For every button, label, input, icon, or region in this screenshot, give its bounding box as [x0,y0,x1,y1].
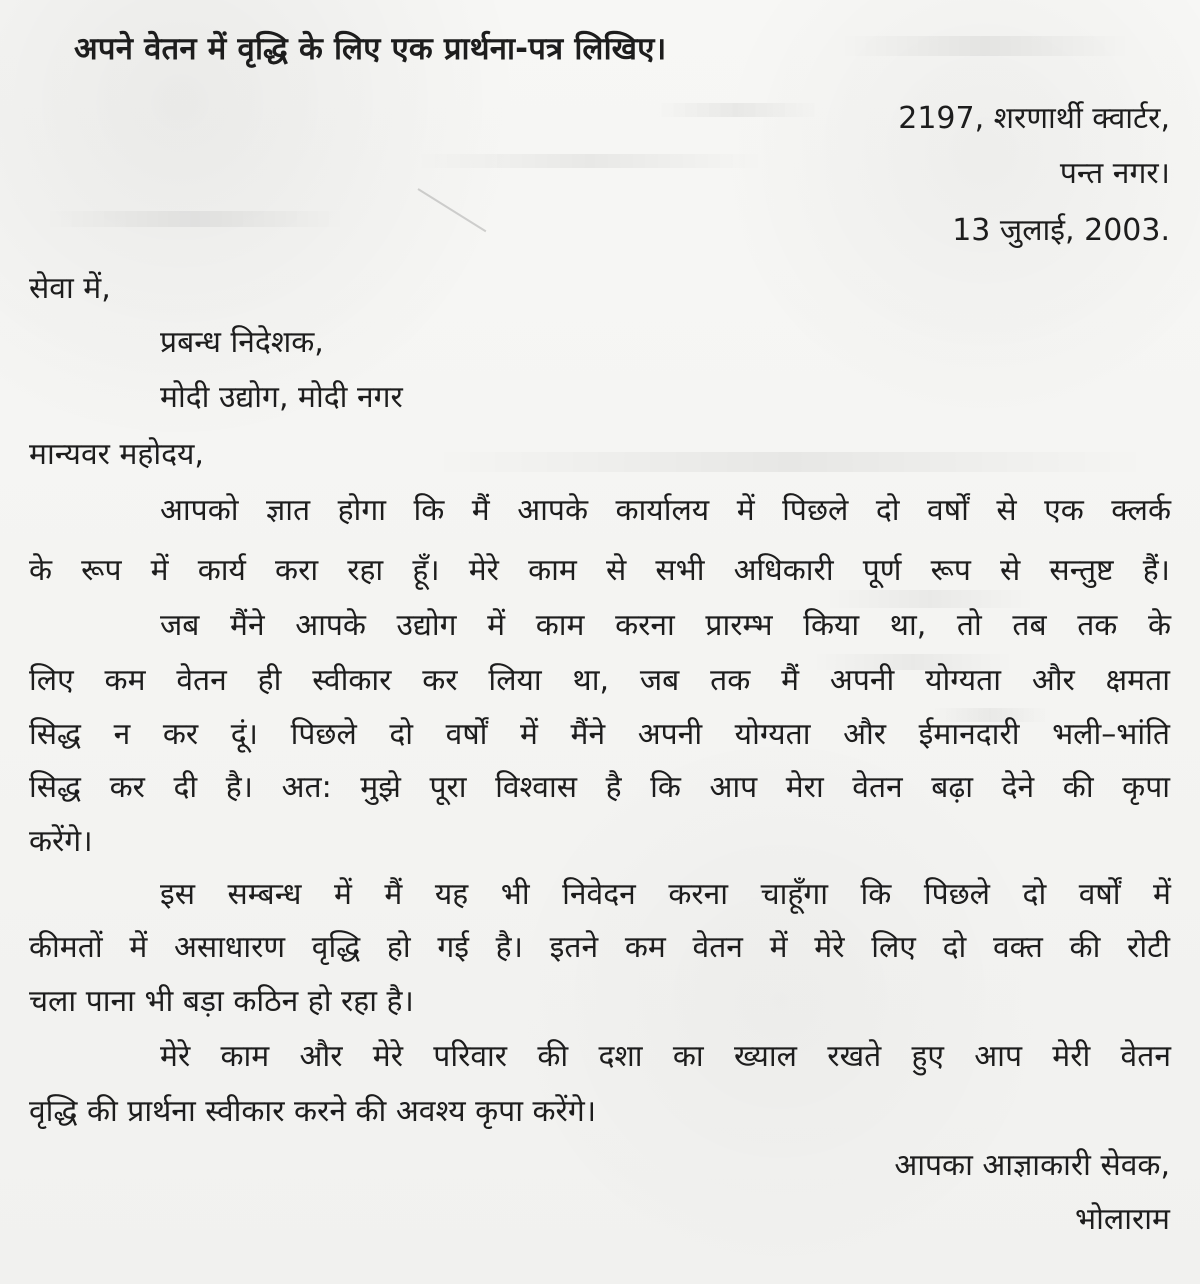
paper-mark [417,188,486,232]
paragraph-3-line-3: चला पाना भी बड़ा कठिन हो रहा है। [29,984,414,1019]
paragraph-4-line-1: मेरे काम और मेरे परिवार की दशा का ख्याल रखते हुए आप मेरी वेतन [160,1039,1171,1074]
recipient-line-2: मोदी उद्योग, मोदी नगर [160,380,403,415]
paragraph-3-line-2: कीमतों में असाधारण वृद्धि हो गई है। इतने कम वेतन में मेरे लिए दो वक्त की रोटी [29,930,1170,965]
paragraph-2-line-1: जब मैंने आपके उद्योग में काम करना प्रारम्भ किया था, तो तब तक के [160,608,1171,643]
recipient-line-1: प्रबन्ध निदेशक, [160,325,324,360]
sender-address-line-1: 2197, शरणार्थी क्वार्टर, [898,101,1170,136]
letter-date: 13 जुलाई, 2003. [952,213,1170,248]
paragraph-4-line-2: वृद्धि की प्रार्थना स्वीकार करने की अवश्य कृपा करेंगे। [29,1094,597,1129]
bleed-through-text [420,452,1160,472]
paragraph-2-line-5: करेंगे। [29,824,93,859]
paragraph-2-line-4: सिद्ध कर दी है। अत: मुझे पूरा विश्वास है कि आप मेरा वेतन बढ़ा देने की कृपा [29,770,1170,805]
sender-address-line-2: पन्त नगर। [1059,156,1170,191]
closing-line: आपका आज्ञाकारी सेवक, [894,1148,1170,1183]
letter-title: अपने वेतन में वृद्धि के लिए एक प्रार्थना-पत्र लिखिए। [74,31,667,67]
bleed-through-text [835,36,1135,56]
paragraph-2-line-3: सिद्ध न कर दूं। पिछले दो वर्षों में मैंने अपनी योग्यता और ईमानदारी भली–भांति [29,717,1170,752]
bleed-through-text [820,590,1040,608]
bleed-through-text [650,103,820,117]
sender-name: भोलाराम [1075,1202,1170,1237]
paragraph-2-line-2: लिए कम वेतन ही स्वीकार कर लिया था, जब तक मैं अपनी योग्यता और क्षमता [29,663,1170,698]
paragraph-3-line-1: इस सम्बन्ध में मैं यह भी निवेदन करना चाहूँगा कि पिछले दो वर्षों में [160,877,1171,912]
opening-greeting: मान्यवर महोदय, [29,437,204,472]
bleed-through-text [40,211,350,227]
paragraph-1-line-2: के रूप में कार्य करा रहा हूँ। मेरे काम से सभी अधिकारी पूर्ण रूप से सन्तुष्ट हैं। [29,553,1170,588]
bleed-through-text [410,154,770,168]
salutation: सेवा में, [29,271,111,306]
paragraph-1-line-1: आपको ज्ञात होगा कि मैं आपके कार्यालय में पिछले दो वर्षों से एक क्लर्क [160,493,1171,528]
